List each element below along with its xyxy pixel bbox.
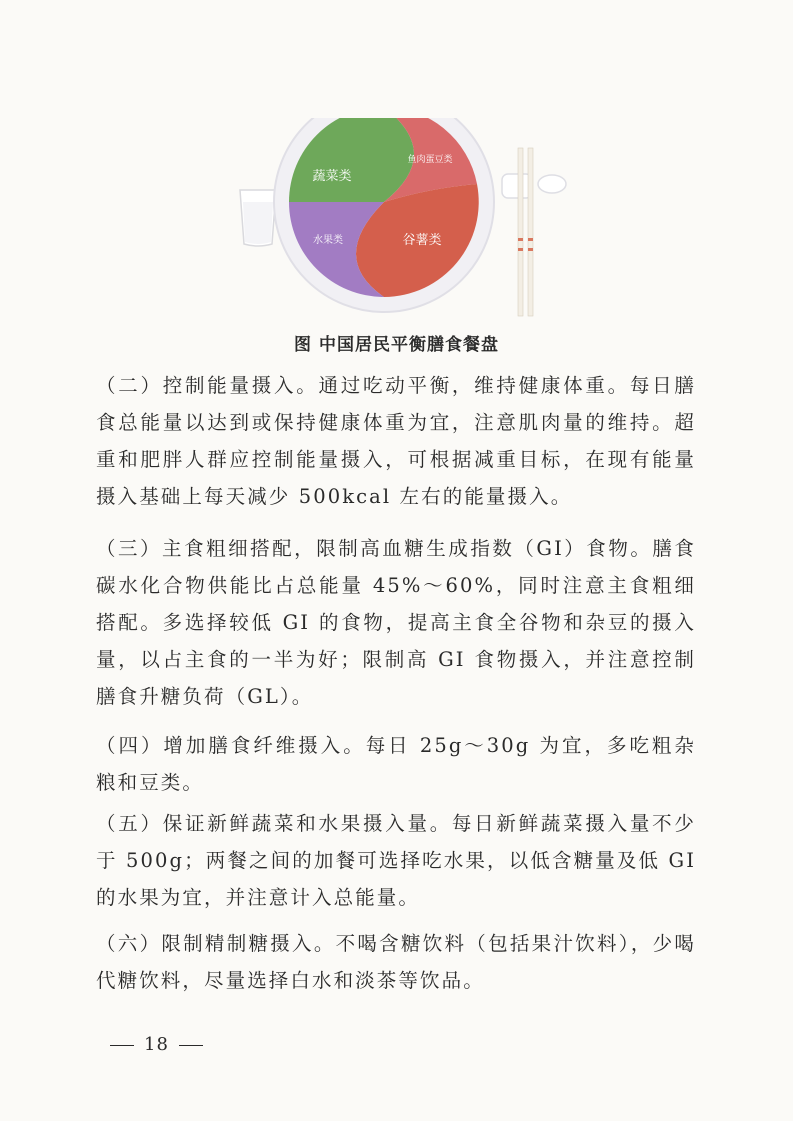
paragraph-dietary-fiber bbox=[96, 727, 696, 801]
vegetables-label: 蔬菜类 bbox=[312, 169, 352, 184]
plate-illustration bbox=[230, 118, 590, 323]
page-footer bbox=[100, 1034, 213, 1055]
fruit-label: 水果类 bbox=[313, 235, 343, 246]
page-number: 18 bbox=[144, 1034, 169, 1055]
paragraph-text: （三）主食粗细搭配，限制高血糖生成指数（GI）食物。膳食碳水化合物供能比占总能量 45%～60%，同时注意主食粗细搭配。多选择较低 GI 的食物，提高主食全谷物和杂豆的摄入量，以占主食的一半为好；限制高 GI 食物摄入，并注意控制膳食升糖负荷（GL）。 bbox=[96, 537, 696, 708]
paragraph-text: （四）增加膳食纤维摄入。每日 25g～30g 为宜，多吃粗杂粮和豆类。 bbox=[96, 734, 696, 794]
paragraph-text: （二）控制能量摄入。通过吃动平衡，维持健康体重。每日膳食总能量以达到或保持健康体重为宜，注意肌肉量的维持。超重和肥胖人群应控制能量摄入，可根据减重目标，在现有能量摄入基础上每天减少 500kcal 左右的能量摄入。 bbox=[96, 374, 696, 508]
protein-label: 鱼肉蛋豆类 bbox=[407, 155, 453, 165]
paragraph-staple-food-gi bbox=[96, 530, 696, 715]
paragraph-refined-sugar bbox=[96, 925, 696, 999]
chopsticks-icon bbox=[518, 148, 533, 316]
paragraph-text: （六）限制精制糖摄入。不喝含糖饮料（包括果汁饮料），少喝代糖饮料，尽量选择白水和淡茶等饮品。 bbox=[96, 932, 696, 992]
paragraph-energy-intake bbox=[96, 367, 696, 515]
balanced-diet-plate-figure bbox=[230, 118, 590, 323]
footer-dash-left bbox=[110, 1045, 134, 1046]
paragraph-text: （五）保证新鲜蔬菜和水果摄入量。每日新鲜蔬菜摄入量不少于 500g；两餐之间的加餐可选择吃水果，以低含糖量及低 GI 的水果为宜，并注意计入总能量。 bbox=[96, 812, 696, 909]
grains-label: 谷薯类 bbox=[402, 233, 442, 248]
spoon-icon bbox=[502, 174, 566, 198]
milk-glass-icon bbox=[240, 190, 276, 246]
figure-caption: 图 中国居民平衡膳食餐盘 bbox=[294, 335, 499, 355]
paragraph-vegetables-fruit bbox=[96, 805, 696, 916]
footer-dash-right bbox=[179, 1045, 203, 1046]
